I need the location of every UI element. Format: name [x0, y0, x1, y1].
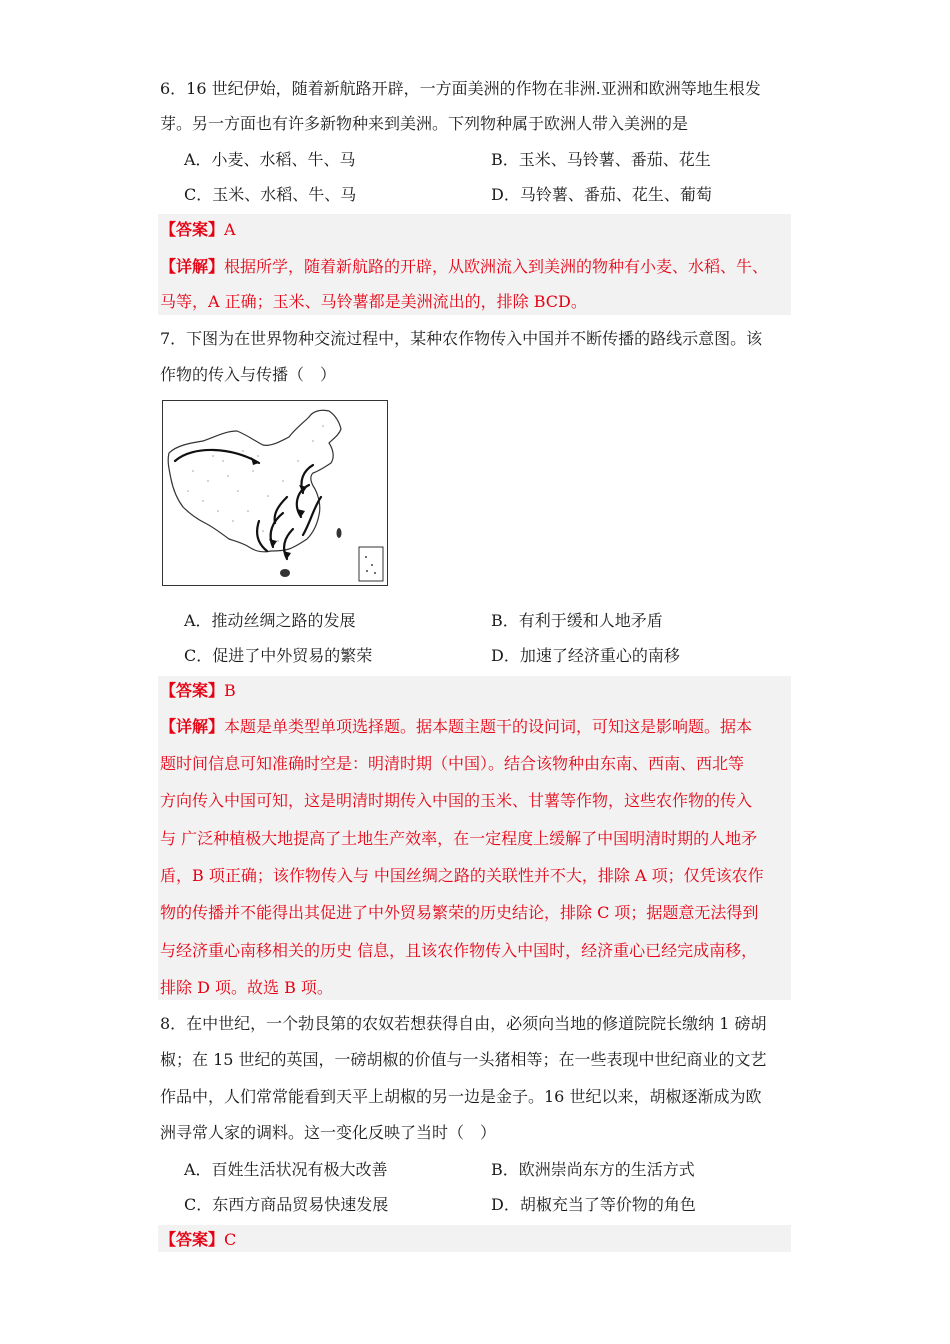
q7-detail-line8: 排除 D 项。故选 B 项。 — [160, 978, 333, 997]
detail-label: 【详解】 — [160, 717, 225, 736]
q6-detail-line2: 马等，A 正确；玉米、马铃薯都是美洲流出的，排除 BCD。 — [160, 292, 587, 311]
q8-stem-line2: 椒；在 15 世纪的英国，一磅胡椒的价值与一头猪相等；在一些表现中世纪商业的文艺 — [160, 1050, 767, 1069]
q7-detail-line1 — [160, 717, 790, 737]
q6-option-c: C．玉米、水稻、牛、马 — [184, 185, 357, 204]
china-outline — [168, 410, 341, 552]
q8-stem-line1: 8．在中世纪，一个勃艮第的农奴若想获得自由，必须向当地的修道院院长缴纳 1 磅胡 — [160, 1014, 767, 1033]
q7-detail-line6: 物的传播并不能得出其促进了中外贸易繁荣的历史结论，排除 C 项；据题意无法得到 — [160, 903, 759, 922]
q6-detail-line1 — [160, 257, 790, 277]
q6-stem-line1: 6．16 世纪伊始，随着新航路开辟，一方面美洲的作物在非洲.亚洲和欧洲等地生根发 — [160, 79, 761, 98]
q7-stem-line2: 作物的传入与传播（ ） — [160, 365, 337, 384]
answer-value: C — [224, 1230, 237, 1249]
q8-option-d: D．胡椒充当了等价物的角色 — [491, 1195, 696, 1214]
q6-option-d: D．马铃薯、番茄、花生、葡萄 — [491, 185, 712, 204]
detail-text: 根据所学，随着新航路的开辟，从欧洲流入到美洲的物种有小麦、水稻、牛、 — [224, 257, 769, 276]
south-sea-inset — [359, 547, 383, 581]
q7-option-d: D．加速了经济重心的南移 — [491, 646, 680, 665]
q7-answer — [160, 681, 790, 701]
q7-option-c: C．促进了中外贸易的繁荣 — [184, 646, 373, 665]
answer-value: B — [224, 681, 236, 700]
detail-text: 本题是单类型单项选择题。据本题主题干的设问词，可知这是影响题。据本 — [224, 717, 753, 736]
q7-detail-line4: 与 广泛种植极大地提高了土地生产效率，在一定程度上缓解了中国明清时期的人地矛 — [160, 829, 758, 848]
inset-islands — [365, 556, 376, 574]
taiwan-island — [337, 528, 342, 538]
answer-label: 【答案】 — [160, 681, 225, 700]
q6-answer — [160, 220, 790, 240]
detail-label: 【详解】 — [160, 257, 225, 276]
q7-detail-line2: 题时间信息可知准确时空是：明清时期（中国）。结合该物种由东南、西南、西北等 — [160, 754, 745, 773]
q6-option-b: B．玉米、马铃薯、番茄、花生 — [491, 150, 711, 169]
q7-detail-line3: 方向传入中国可知，这是明清时期传入中国的玉米、甘薯等作物，这些农作物的传入 — [160, 791, 753, 810]
q7-option-b: B．有利于缓和人地矛盾 — [491, 611, 663, 630]
q7-stem-line1: 7．下图为在世界物种交流过程中，某种农作物传入中国并不断传播的路线示意图。该 — [160, 329, 763, 348]
route-arrows — [175, 450, 321, 559]
hainan-island — [280, 569, 290, 577]
q6-stem-line2: 芽。另一方面也有许多新物种来到美洲。下列物种属于欧洲人带入美洲的是 — [160, 114, 689, 133]
q8-answer — [160, 1230, 790, 1250]
answer-label: 【答案】 — [160, 1230, 225, 1249]
map-drawing — [163, 401, 387, 585]
q7-detail-line5: 盾，B 项正确；该作物传入与 中国丝绸之路的关联性并不大，排除 A 项；仅凭该农作 — [160, 866, 764, 885]
q8-stem-line4: 洲寻常人家的调料。这一变化反映了当时（ ） — [160, 1123, 497, 1142]
q8-option-c: C．东西方商品贸易快速发展 — [184, 1195, 389, 1214]
q7-detail-line7: 与经济重心南移相关的历史 信息，且该农作物传入中国时，经济重心已经完成南移， — [160, 941, 758, 960]
q8-stem-line3: 作品中，人们常常能看到天平上胡椒的另一边是金子。16 世纪以来，胡椒逐渐成为欧 — [160, 1087, 762, 1106]
answer-value: A — [224, 220, 236, 239]
q7-option-a: A．推动丝绸之路的发展 — [184, 611, 356, 630]
q8-option-a: A．百姓生活状况有极大改善 — [184, 1160, 388, 1179]
china-crop-route-map — [162, 400, 388, 586]
answer-label: 【答案】 — [160, 220, 225, 239]
q8-option-b: B．欧洲崇尚东方的生活方式 — [491, 1160, 695, 1179]
q6-option-a: A．小麦、水稻、牛、马 — [184, 150, 356, 169]
